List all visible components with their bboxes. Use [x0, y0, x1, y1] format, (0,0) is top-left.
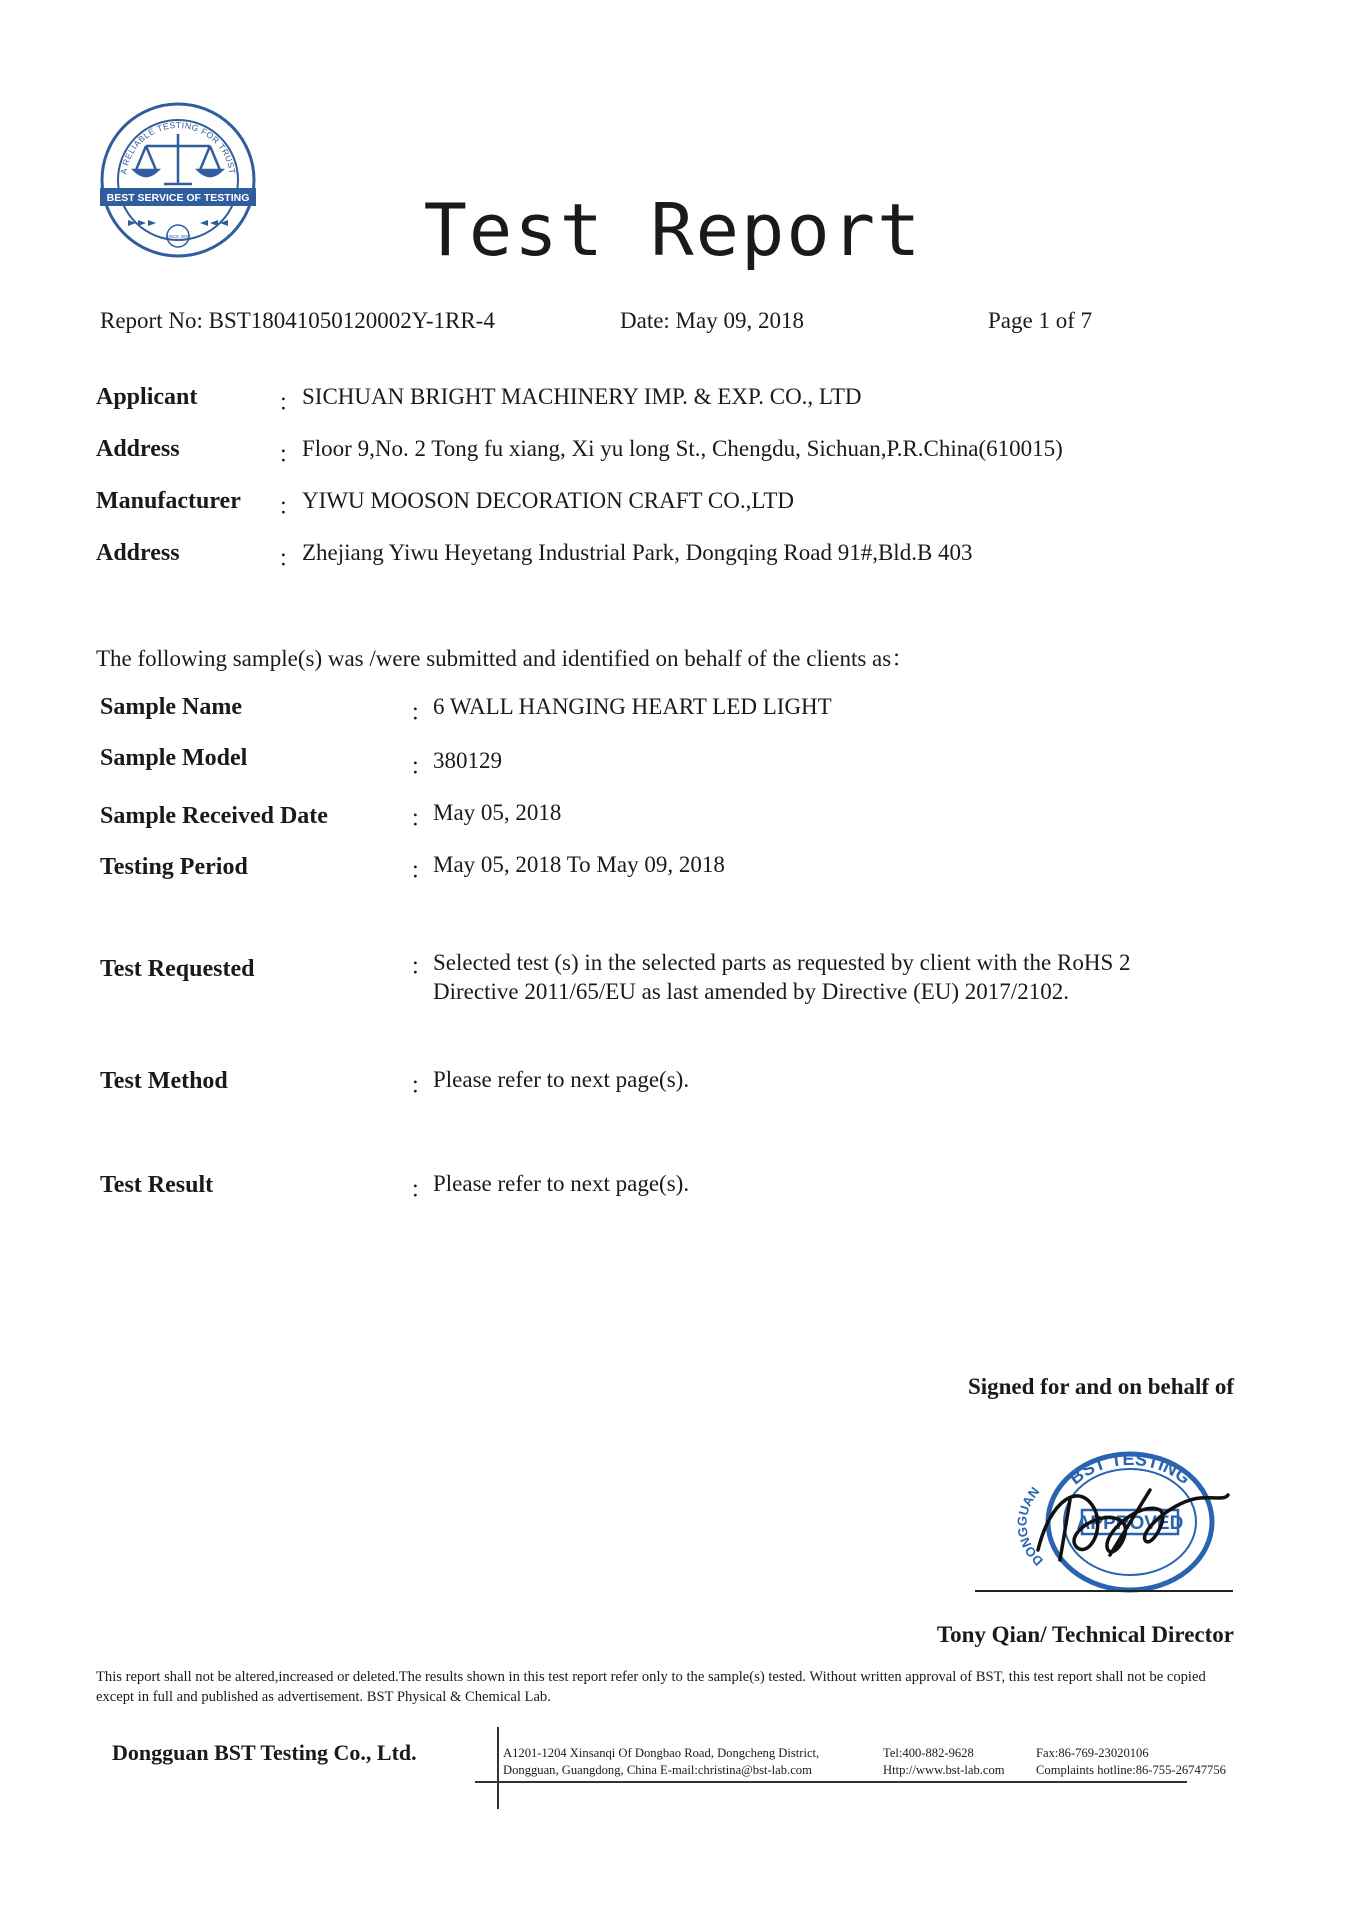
footer-website: Http://www.bst-lab.com	[883, 1763, 1005, 1777]
stamp-top-text: BST TESTING	[1065, 1448, 1195, 1489]
sample-model-value: 380129	[433, 748, 502, 773]
sample-name-colon: ：	[410, 700, 433, 725]
logo-ring-text: A RELIABLE TESTING FOR TRUST	[118, 119, 238, 175]
scales-of-justice-icon	[134, 134, 222, 184]
logo-banner-text: BEST SERVICE OF TESTING	[106, 192, 250, 204]
manufacturer-value: YIWU MOOSON DECORATION CRAFT CO.,LTD	[302, 488, 794, 513]
test-requested-value	[433, 948, 1253, 1006]
applicant-address-colon: ：	[278, 442, 301, 467]
sample-name-value: 6 WALL HANGING HEART LED LIGHT	[433, 694, 832, 719]
manufacturer-address-colon: ：	[278, 546, 301, 571]
footer-divider-vertical	[497, 1727, 499, 1809]
approval-stamp	[1000, 1440, 1230, 1600]
stamp-approved-text: APPROVED	[1076, 1513, 1184, 1534]
svg-text:DONGGUAN	[1014, 1484, 1046, 1569]
test-result-label: Test Result	[100, 1172, 214, 1198]
test-method-value: Please refer to next page(s).	[433, 1067, 690, 1092]
stamp-left-text: DONGGUAN	[1014, 1484, 1046, 1569]
test-method-colon: ：	[410, 1073, 433, 1098]
applicant-label: Applicant	[96, 384, 198, 410]
footer-fax-block	[1036, 1745, 1226, 1779]
applicant-value: SICHUAN BRIGHT MACHINERY IMP. & EXP. CO., LTD	[302, 384, 862, 409]
signature-line	[975, 1590, 1233, 1592]
test-result-colon: ：	[410, 1177, 433, 1202]
sample-model-colon: ：	[410, 754, 433, 779]
svg-text:BST TESTING	[1065, 1449, 1194, 1488]
footer-fax: Fax:86-769-23020106	[1036, 1746, 1149, 1760]
manufacturer-address-value: Zhejiang Yiwu Heyetang Industrial Park, Dongqing Road 91#,Bld.B 403	[302, 540, 973, 565]
signed-on-behalf: Signed for and on behalf of	[967, 1374, 1234, 1399]
test-requested-line2: Directive 2011/65/EU as last amended by Directive (EU) 2017/2102.	[433, 979, 1069, 1004]
page-number: Page 1 of 7	[988, 308, 1093, 333]
footer-address-line2: Dongguan, Guangdong, China E-mail:christina@bst-lab.com	[503, 1763, 812, 1777]
manufacturer-label: Manufacturer	[96, 488, 241, 514]
sample-name-label: Sample Name	[100, 694, 242, 720]
report-title: Test Report	[423, 188, 923, 272]
received-date-value: May 05, 2018	[433, 800, 562, 825]
footer-company: Dongguan BST Testing Co., Ltd.	[112, 1740, 417, 1765]
testing-period-colon: ：	[410, 858, 433, 883]
report-number: Report No: BST18041050120002Y-1RR-4	[100, 308, 495, 333]
test-requested-label: Test Requested	[100, 956, 255, 982]
signer-name: Tony Qian/ Technical Director	[936, 1622, 1234, 1647]
report-date: Date: May 09, 2018	[620, 308, 804, 333]
applicant-address-value: Floor 9,No. 2 Tong fu xiang, Xi yu long St., Chengdu, Sichuan,P.R.China(610015)	[302, 436, 1063, 461]
footer-hotline: Complaints hotline:86-755-26747756	[1036, 1763, 1226, 1777]
sample-model-label: Sample Model	[100, 745, 248, 771]
testing-period-label: Testing Period	[100, 854, 248, 880]
footer-contact	[883, 1745, 1005, 1779]
test-requested-colon: ：	[410, 954, 433, 979]
test-requested-line1: Selected test (s) in the selected parts as requested by client with the RoHS 2	[433, 950, 1131, 975]
applicant-address-label: Address	[96, 436, 180, 462]
disclaimer-text: This report shall not be altered,increased or deleted.The results shown in this test report refer only to the sample(s) tested. Without written approval of BST, this test report shall not be copied except in full and published as advertisement. BST Physical & Chemical Lab.	[96, 1669, 1206, 1705]
footer-address	[503, 1745, 819, 1779]
test-result-value: Please refer to next page(s).	[433, 1171, 690, 1196]
received-date-label: Sample Received Date	[100, 803, 328, 829]
applicant-colon: ：	[278, 390, 301, 415]
footer-address-line1: A1201-1204 Xinsanqi Of Dongbao Road, Dongcheng District,	[503, 1746, 820, 1760]
intro-text: The following sample(s) was /were submitted and identified on behalf of the clients as：	[96, 646, 915, 671]
received-date-colon: ：	[410, 806, 433, 831]
footer-divider-horizontal	[475, 1781, 1187, 1783]
manufacturer-address-label: Address	[96, 540, 180, 566]
logo-since: SINCE 2002	[165, 234, 191, 239]
test-method-label: Test Method	[100, 1068, 228, 1094]
footer-tel: Tel:400-882-9628	[883, 1746, 974, 1760]
manufacturer-colon: ：	[278, 494, 301, 519]
testing-period-value: May 05, 2018 To May 09, 2018	[433, 852, 725, 877]
